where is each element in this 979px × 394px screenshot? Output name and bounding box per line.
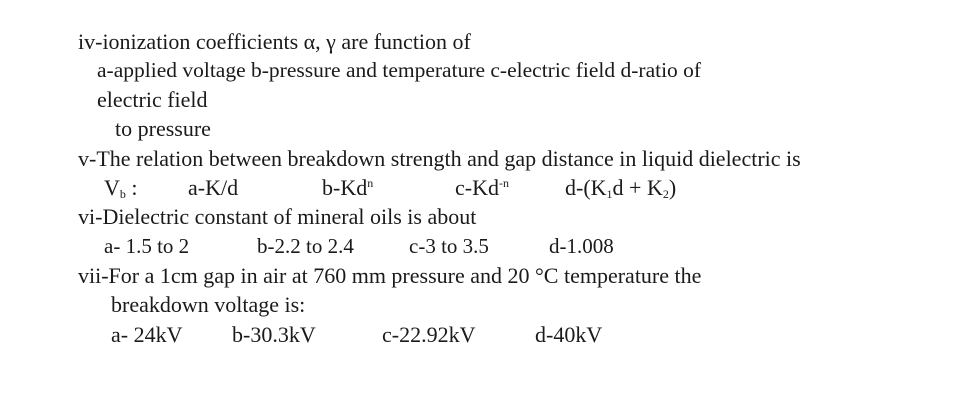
question-iv-options: a-applied voltage b-pressure and temperature c-electric field d-ratio of bbox=[97, 58, 702, 82]
question-v-option-a: a-K/d bbox=[188, 175, 239, 200]
question-vii-option-c: c-22.92kV bbox=[382, 322, 476, 347]
question-v-stem: v-The relation between breakdown strength and gap distance in liquid dielectric is bbox=[78, 146, 801, 171]
question-iv-options-cont2: to pressure bbox=[115, 116, 211, 141]
question-vi-stem: vi-Dielectric constant of mineral oils is about bbox=[78, 204, 477, 229]
question-vi-option-a: a- 1.5 to 2 bbox=[104, 234, 190, 258]
question-vi-option-c: c-3 to 3.5 bbox=[409, 234, 489, 258]
question-v-option-d: $d-(K_1d + K_2)$ bbox=[565, 175, 677, 201]
question-vii-stem-cont: breakdown voltage is: bbox=[111, 292, 306, 317]
question-iv-stem: iv-ionization coefficients α, γ are function of bbox=[78, 29, 471, 54]
question-vi-option-d: d-1.008 bbox=[549, 234, 614, 258]
question-v-option-c: $c-Kd^{-n}$ bbox=[455, 175, 509, 200]
question-vi-option-b: b-2.2 to 2.4 bbox=[257, 234, 354, 258]
question-v-option-b: b-Kd$^n$ bbox=[322, 175, 374, 200]
question-vii-stem: vii-For a 1cm gap in air at 760 mm pressure and 20 °C temperature the bbox=[78, 263, 702, 288]
question-vii-option-a: a- 24kV bbox=[111, 322, 183, 347]
question-vii-option-b: b-30.3kV bbox=[232, 322, 316, 347]
question-v-lead: $V_b$ : bbox=[104, 175, 138, 201]
question-vii-option-d: d-40kV bbox=[535, 322, 603, 347]
question-iv-options-cont: electric field bbox=[97, 87, 208, 112]
